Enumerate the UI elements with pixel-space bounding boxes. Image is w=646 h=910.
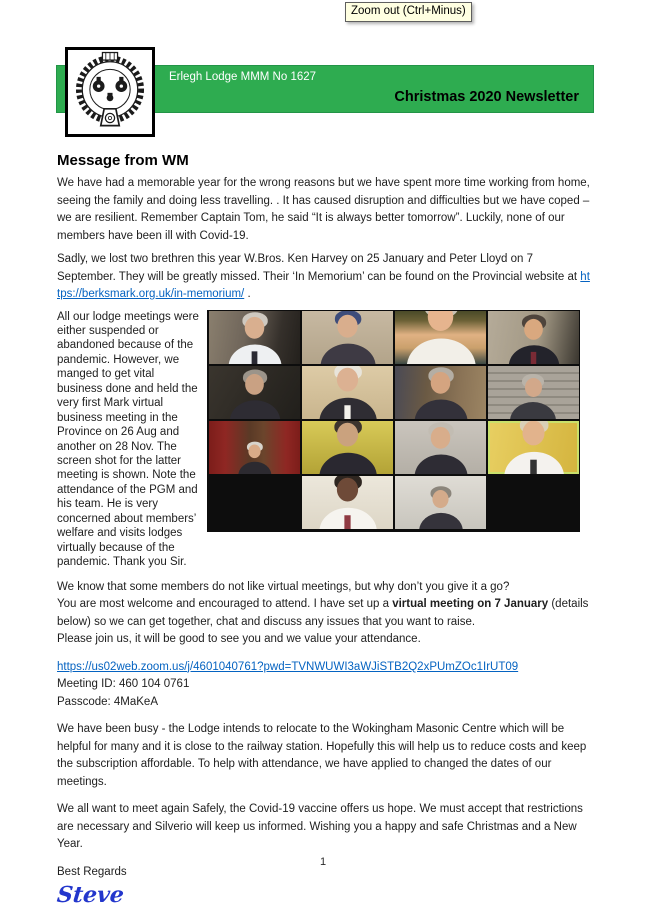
paragraph-invitation: We know that some members do not like virtual meetings, but why don’t you give it a go? You are most welcome and encouraged to attend. I have set up a virtual meeting on 7 January (details below) so we can get together, chat and discuss any issues that you want to raise. Please join us, it will be good to see you and we value your attendance. xyxy=(57,580,589,646)
side-text-virtual-meetings: All our lodge meetings were either suspended or abandoned because of the pandemic. However, we manged to get vital business done and held the very first Mark virtual business meeting in the Province on 26 Aug and another on 28 Nov. The screen shot for the latter meeting is shown. Note the attendance of the PGM and his team. He is very concerned about members’ welfare and visits lodges virtually because of the pandemic. Thank you Sir. xyxy=(57,310,199,569)
paragraph-in-memorium: Sadly, we lost two brethren this year W.Bros. Ken Harvey on 25 January and Peter Lloyd on 7 September. They will be greatly missed. Their ‘In Memorium’ can be found on the Provincial website at https://berksmark.org.uk/in-memorium/ . xyxy=(57,253,590,300)
video-tile xyxy=(488,366,579,419)
memorium-link[interactable]: https://berksmark.org.uk/in-memorium/ xyxy=(57,270,590,300)
newsletter-title: Christmas 2020 Newsletter xyxy=(394,89,579,105)
video-tile xyxy=(395,311,486,364)
paragraph-vaccine-hope: We all want to meet again Safely, the Covid-19 vaccine offers us hope. We must accept that restrictions are necessary and Silverio will keep us informed. Wishing you a happy and safe Christmas and a New Year. xyxy=(57,803,583,851)
paragraph-year-review: We have had a memorable year for the wrong reasons but we have spent more time working from home, seeing the family and doing less travelling. . It has caused disruption and difficulties but we have coped – we are resilient. Remember Captain Tom, he said “It is always better tomorrow”. Luckily, none of our members have been ill with Covid-19. xyxy=(57,177,590,242)
video-tile xyxy=(395,421,486,474)
meeting-screenshot xyxy=(207,310,580,532)
video-tile xyxy=(209,311,300,364)
video-tile xyxy=(302,476,393,529)
video-tile xyxy=(488,421,579,474)
video-tile xyxy=(395,366,486,419)
passcode: Passcode: 4MaKeA xyxy=(57,695,159,708)
signature: Steve xyxy=(55,882,126,909)
zoom-meeting-link[interactable]: https://us02web.zoom.us/j/4601040761?pwd=TVNWUWI3aWJiSTB2Q2xPUmZOc1IrUT09 xyxy=(57,660,519,673)
zoom-out-tooltip: Zoom out (Ctrl+Minus) xyxy=(345,2,472,22)
video-tile xyxy=(209,421,300,474)
zoom-details xyxy=(57,659,592,712)
message-body xyxy=(57,152,592,909)
video-tile xyxy=(209,366,300,419)
meeting-id: Meeting ID: 460 104 0761 xyxy=(57,678,190,691)
paragraph-relocation: We have been busy - the Lodge intends to relocate to the Wokingham Masonic Centre which will be helpful for many and it is close to the railway station. Hopefully this will help us to reduce costs and keep the subscription affordable. To help with attendance, we have applied to changed the dates of our meetings. xyxy=(57,723,587,788)
closing-text: Best Regards xyxy=(57,865,127,878)
video-tile xyxy=(395,476,486,529)
video-tile xyxy=(488,311,579,364)
video-tile xyxy=(302,421,393,474)
virtual-meeting-date: virtual meeting on 7 January xyxy=(392,598,549,611)
page-number: 1 xyxy=(319,856,327,868)
lodge-crest-icon xyxy=(65,47,155,137)
lodge-name: Erlegh Lodge MMM No 1627 xyxy=(169,71,317,83)
video-tile xyxy=(302,311,393,364)
video-tile xyxy=(302,366,393,419)
message-heading: Message from WM xyxy=(57,152,189,169)
meeting-section xyxy=(57,310,592,570)
